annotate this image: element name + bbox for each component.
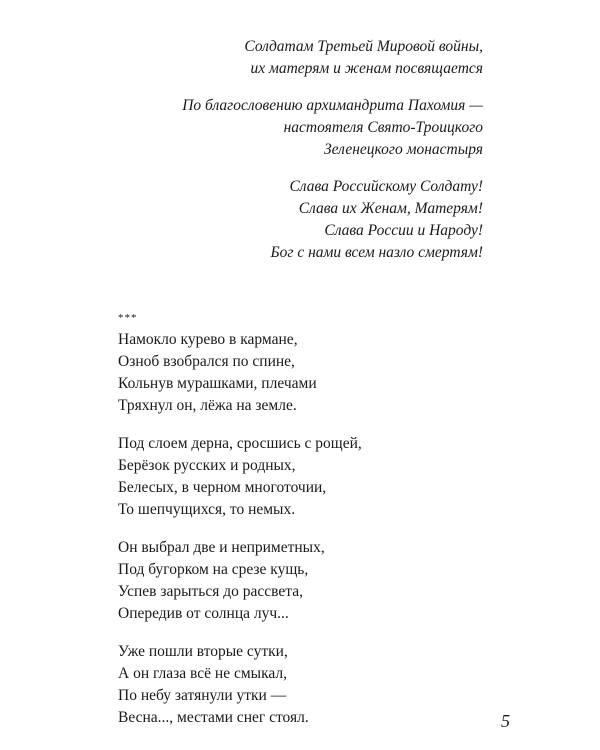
poem-stanza xyxy=(118,329,362,417)
glory-line: Слава их Женам, Матерям! xyxy=(298,200,483,217)
glory-line: Слава Российскому Солдату! xyxy=(289,178,483,195)
poem-stanza xyxy=(118,641,362,729)
poem-line: Весна..., местами снег стоял. xyxy=(118,709,309,726)
dedication-block xyxy=(182,36,483,80)
poem-stanza xyxy=(118,537,362,625)
poem-line: Берёзок русских и родных, xyxy=(118,457,296,474)
poem-line: Тряхнул он, лёжа на земле. xyxy=(118,397,297,414)
dedication xyxy=(182,36,483,279)
poem-line: Уже пошли вторые сутки, xyxy=(118,643,288,660)
poem-line: Кольнув мурашками, плечами xyxy=(118,375,317,392)
poem-stanza xyxy=(118,433,362,521)
poem-line: Под бугорком на срезе кущь, xyxy=(118,561,309,578)
blessing-block xyxy=(182,95,483,161)
blessing-line: По благословению архимандрита Пахомия — xyxy=(182,97,483,114)
poem-line: Белесых, в черном многоточии, xyxy=(118,479,327,496)
glory-block xyxy=(182,176,483,264)
glory-line: Бог с нами всем назло смертям! xyxy=(270,244,483,261)
poem-line: Намокло курево в кармане, xyxy=(118,331,298,348)
dedication-line: Солдатам Третьей Мировой войны, xyxy=(244,38,483,55)
poem-line: Под слоем дерна, сросшись с рощей, xyxy=(118,435,362,452)
poem-line: По небу затянули утки — xyxy=(118,687,287,704)
poem-separator-mark: *** xyxy=(118,312,138,324)
poem-line: Успев зарыться до рассвета, xyxy=(118,583,303,600)
page-number: 5 xyxy=(501,711,510,731)
blessing-line: Зеленецкого монастыря xyxy=(324,141,483,158)
poem xyxy=(118,311,362,745)
dedication-line: их матерям и женам посвящается xyxy=(250,60,483,77)
poem-line: Он выбрал две и неприметных, xyxy=(118,539,325,556)
poem-line: Озноб взобрался по спине, xyxy=(118,353,295,370)
poem-line: А он глаза всё не смыкал, xyxy=(118,665,287,682)
poem-line: То шепчущихся, то немых. xyxy=(118,501,296,518)
blessing-line: настоятеля Свято-Троицкого xyxy=(283,119,483,136)
glory-line: Слава России и Народу! xyxy=(324,222,483,239)
poem-line: Опередив от солнца луч... xyxy=(118,605,289,622)
